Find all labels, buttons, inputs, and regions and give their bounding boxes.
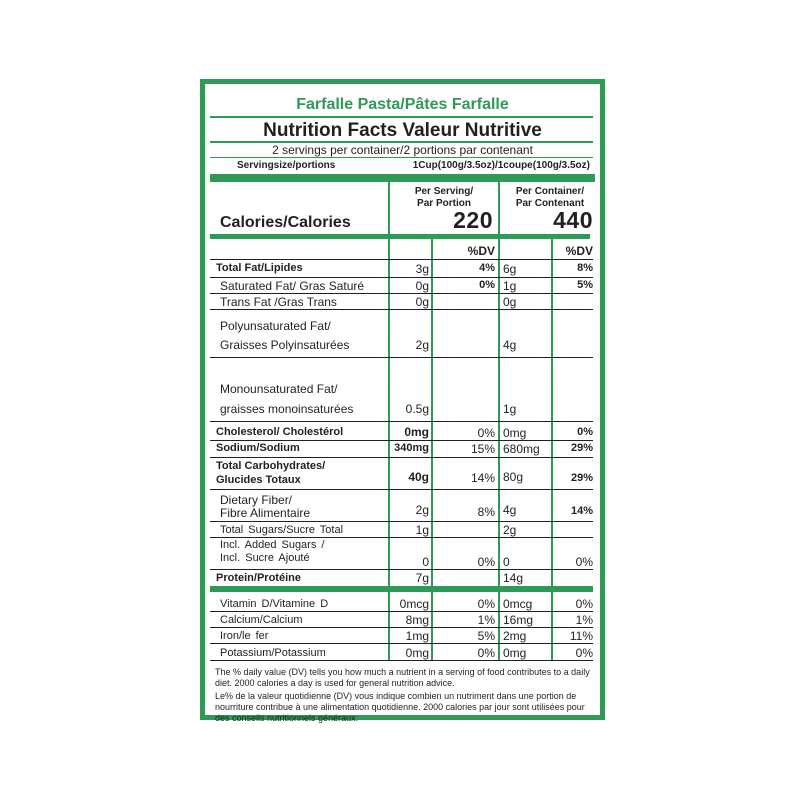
divider: [210, 660, 593, 661]
nutrient-name-fr: Graisses Polyinsaturées: [220, 338, 350, 352]
per-serving-label-fr: Par Portion: [417, 198, 471, 209]
serving-amount: 0g: [415, 295, 429, 309]
serving-dv: 0%: [477, 426, 495, 440]
per-container-label-fr: Par Contenant: [515, 198, 585, 209]
serving-size-label: Servingsize/portions: [237, 160, 336, 171]
serving-dv: 0%: [477, 555, 495, 569]
serving-dv: 8%: [477, 505, 495, 519]
nutrition-label: [200, 79, 605, 723]
container-amount: 0mcg: [503, 597, 533, 611]
container-amount: 1g: [503, 279, 517, 293]
serving-dv: 0%: [477, 646, 495, 660]
nutrient-name: Cholesterol/ Cholestérol: [216, 426, 344, 438]
serving-amount: 40g: [408, 470, 429, 484]
vitamin-name: Calcium/Calcium: [220, 614, 303, 626]
calories-label: Calories/Calories: [220, 214, 351, 231]
nutrient-name: Saturated Fat/ Gras Saturé: [220, 279, 365, 293]
container-amount: 6g: [503, 262, 517, 276]
container-amount: 0mg: [503, 646, 527, 660]
serving-amount: 1mg: [405, 629, 429, 643]
serving-amount: 8mg: [405, 613, 429, 627]
container-amount: 0: [503, 555, 510, 569]
product-title: Farfalle Pasta/Pâtes Farfalle: [296, 96, 509, 113]
container-amount: 680mg: [503, 442, 540, 456]
container-amount: 4g: [503, 338, 517, 352]
thick-divider: [210, 586, 593, 592]
serving-size-value: 1Cup(100g/3.5oz)/1coupe(100g/3.5oz): [412, 160, 590, 171]
footnote-english: The % daily value (DV) tells you how much a nutrient in a serving of food contributes to a daily diet. 2000 calories a day is used for general nutrition advice.: [215, 667, 590, 688]
container-amount: 2g: [503, 523, 517, 537]
divider: [210, 537, 593, 538]
serving-dv: 1%: [477, 613, 495, 627]
nutrient-name: Dietary Fiber/: [220, 493, 293, 507]
serving-amount: 0g: [415, 279, 429, 293]
container-dv: 1%: [575, 613, 593, 627]
vitamin-name: Iron/le fer: [220, 630, 269, 642]
divider: [210, 489, 593, 490]
nutrient-name: Polyunsaturated Fat/: [220, 319, 331, 333]
nutrient-name: Total Fat/Lipides: [216, 262, 303, 274]
nutrient-name-fr: Glucides Totaux: [216, 474, 301, 486]
thick-divider: [210, 174, 595, 182]
vitamin-name: Vitamin D/Vitamine D: [220, 598, 329, 610]
divider: [210, 569, 593, 570]
serving-dv: 5%: [477, 629, 495, 643]
serving-amount: 340mg: [394, 442, 429, 454]
container-dv: 29%: [570, 442, 593, 454]
divider: [210, 611, 593, 612]
serving-dv: 4%: [479, 262, 495, 274]
divider: [210, 627, 593, 628]
divider: [210, 259, 593, 260]
serving-amount: 0mg: [405, 646, 429, 660]
serving-amount: 0mcg: [399, 597, 429, 611]
serving-dv: 15%: [470, 442, 495, 456]
nutrient-name: Total Sugars/Sucre Total: [220, 524, 344, 536]
serving-dv: 14%: [470, 471, 495, 485]
container-dv: 0%: [575, 597, 593, 611]
nutrient-name-fr: Fibre Alimentaire: [220, 506, 311, 520]
per-serving-label: Per Serving/: [414, 186, 474, 197]
container-dv: 0%: [577, 426, 593, 438]
divider: [210, 440, 593, 441]
serving-amount: 2g: [415, 338, 429, 352]
nutrient-name-fr: Incl. Sucre Ajouté: [220, 552, 310, 564]
nutrient-name: Incl. Added Sugars /: [220, 539, 325, 551]
container-dv: 5%: [577, 279, 593, 291]
nutrient-name: Sodium/Sodium: [216, 442, 300, 454]
dv-header-serving: %DV: [467, 244, 495, 258]
nutrient-name: Total Carbohydrates/: [216, 460, 326, 472]
container-amount: 14g: [503, 571, 524, 585]
divider: [210, 357, 593, 358]
divider: [210, 116, 593, 118]
nutrient-name: Monounsaturated Fat/: [220, 382, 338, 396]
footnote-french: Le% de la valeur quotidienne (DV) vous indique combien un nutriment dans une portion de nourriture contribue à une alimentation quotidienne. 2000 calories par jour sont utilisées pour des conseils nutritionnels généraux.: [215, 691, 585, 723]
container-dv: 8%: [577, 262, 593, 274]
serving-dv: 0%: [479, 279, 495, 291]
serving-amount: 1g: [415, 523, 429, 537]
divider: [210, 309, 593, 310]
container-amount: 4g: [503, 503, 517, 517]
nutrient-name: Protein/Protéine: [216, 572, 301, 584]
container-amount: 0g: [503, 295, 517, 309]
servings-per-container: 2 servings per container/2 portions par contenant: [272, 143, 533, 157]
container-dv: 0%: [575, 555, 593, 569]
divider: [210, 521, 593, 522]
divider: [210, 643, 593, 644]
serving-amount: 2g: [415, 503, 429, 517]
vitamin-name: Potassium/Potassium: [220, 647, 326, 659]
calories-per-serving: 220: [453, 207, 493, 233]
dv-header-container: %DV: [565, 244, 593, 258]
per-container-label: Per Container/: [515, 186, 585, 197]
container-amount: 2mg: [503, 629, 527, 643]
serving-amount: 7g: [415, 571, 429, 585]
divider: [210, 157, 593, 158]
serving-amount: 0: [422, 555, 429, 569]
divider: [210, 293, 593, 294]
container-amount: 0mg: [503, 426, 527, 440]
container-dv: 11%: [569, 629, 593, 643]
thick-divider: [210, 234, 590, 239]
container-amount: 1g: [503, 402, 517, 416]
serving-amount: 0.5g: [405, 402, 429, 416]
container-dv: 0%: [575, 646, 593, 660]
serving-amount: 3g: [415, 262, 429, 276]
container-amount: 16mg: [503, 613, 534, 627]
nutrient-name-fr: graisses monoinsaturées: [220, 402, 354, 416]
label-heading: Nutrition Facts Valeur Nutritive: [263, 120, 542, 141]
divider: [210, 421, 593, 422]
calories-per-container: 440: [553, 207, 593, 233]
container-dv: 29%: [570, 472, 593, 484]
nutrient-name: Trans Fat /Gras Trans: [220, 295, 337, 309]
divider: [210, 457, 593, 458]
divider: [210, 277, 593, 278]
serving-dv: 0%: [477, 597, 495, 611]
container-amount: 80g: [503, 470, 524, 484]
container-dv: 14%: [570, 505, 593, 517]
serving-amount: 0mg: [404, 425, 429, 439]
